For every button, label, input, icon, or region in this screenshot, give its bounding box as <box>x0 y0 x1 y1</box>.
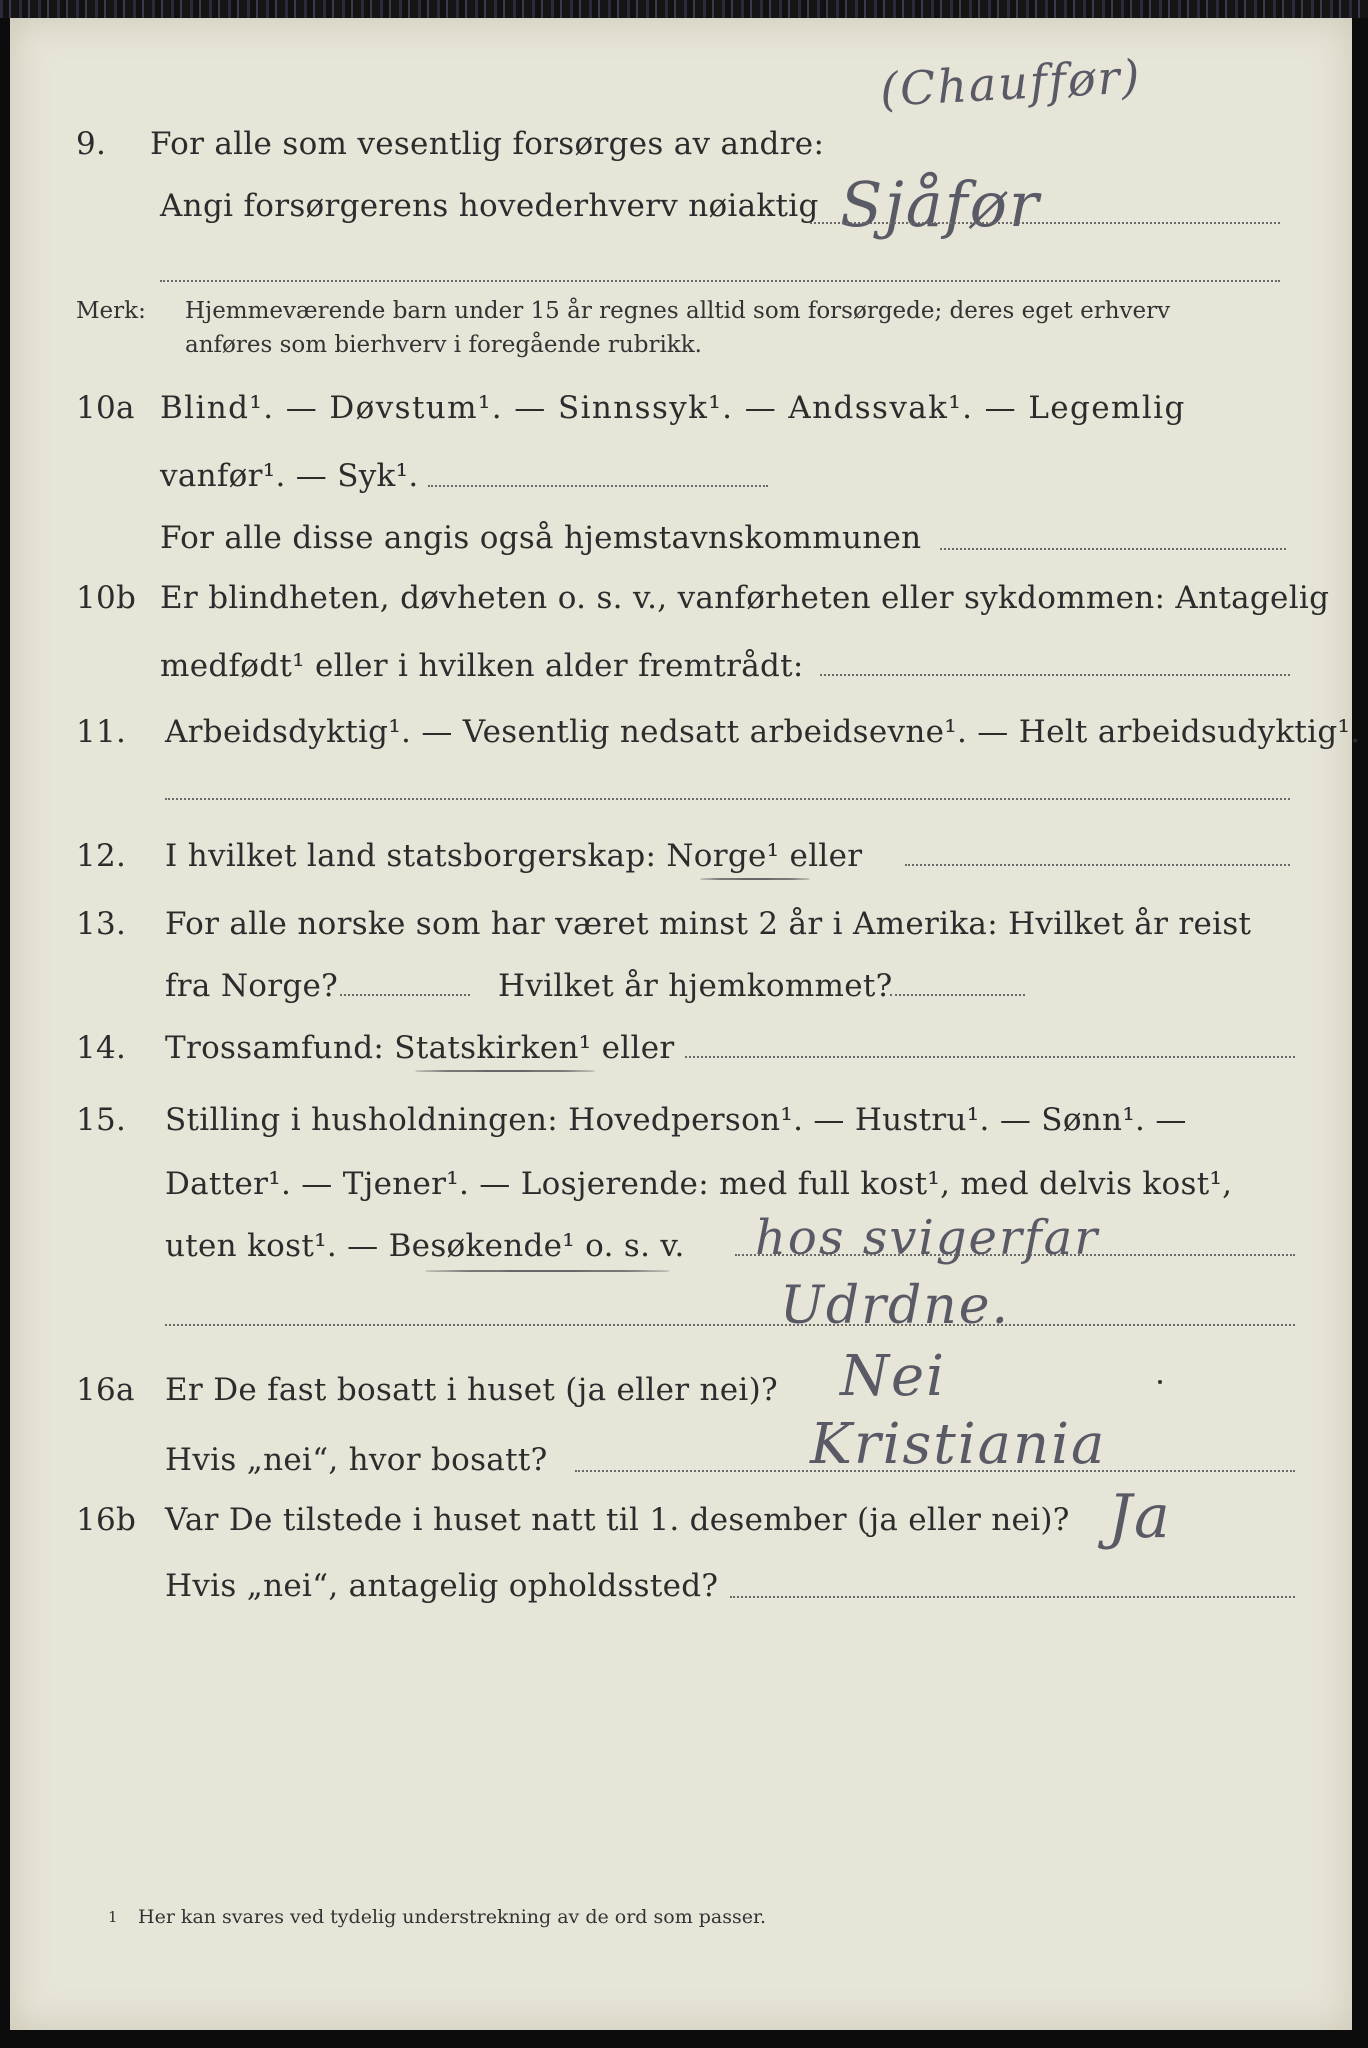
film-edge-strip <box>0 0 1368 18</box>
merk-label: Merk: <box>76 298 146 324</box>
q15-text-line3: uten kost¹. — Besøkende¹ o. s. v. <box>165 1228 685 1264</box>
q13-text-reist: fra Norge? <box>165 968 339 1004</box>
q11-answer-line[interactable] <box>165 798 1290 800</box>
q10a-hjemstavn-line[interactable] <box>940 548 1286 550</box>
footnote-mark: 1 <box>108 1908 118 1926</box>
q10a-syk-line[interactable] <box>428 485 768 487</box>
q10b-text: Er blindheten, døvheten o. s. v., vanførheten eller sykdommen: Antagelig <box>160 580 1330 616</box>
q12-number: 12. <box>76 838 127 874</box>
q9-number: 9. <box>76 126 107 162</box>
q14-statskirken-underline <box>415 1070 595 1072</box>
q10b-text-line2: medfødt¹ eller i hvilken alder fremtrådt: <box>160 648 804 684</box>
q10a-row <box>10 390 1352 438</box>
q14-answer-line[interactable] <box>685 1056 1295 1058</box>
q10a-line2-row <box>10 458 1352 506</box>
q10b-answer-line[interactable] <box>820 674 1290 676</box>
q15-answer-line[interactable] <box>735 1254 1295 1256</box>
q16a-handwritten-answer: Nei <box>840 1344 947 1409</box>
merk-text-line2: anføres som bierhverv i foregående rubrikk. <box>185 332 702 358</box>
q9-handwritten-answer: Sjåfør <box>840 168 1041 241</box>
q10b-number: 10b <box>76 580 137 616</box>
q13-reist-line[interactable] <box>340 994 470 996</box>
q16a-bosatt-line[interactable] <box>575 1470 1295 1472</box>
q13-text: For alle norske som har været minst 2 år i Amerika: Hvilket år reist <box>165 906 1252 942</box>
ink-speck <box>1158 1380 1162 1384</box>
q9-text-line2: Angi forsørgerens hovederhverv nøiaktig <box>160 188 819 224</box>
q12-answer-line[interactable] <box>905 864 1290 866</box>
q11-number: 11. <box>76 714 127 750</box>
q15-line3-row <box>10 1228 1352 1276</box>
q10a-number: 10a <box>76 390 135 426</box>
q15-number: 15. <box>76 1102 127 1138</box>
q10a-text: Blind¹. — Døvstum¹. — Sinnssyk¹. — Andssvak¹. — Legemlig <box>160 390 1186 426</box>
q9-line2-row <box>10 188 1352 236</box>
q15-handwritten-answer-line1: hos svigerfar <box>755 1210 1100 1266</box>
q13-hjemkommet-line[interactable] <box>890 994 1025 996</box>
q10b-row <box>10 580 1352 628</box>
q9-row <box>10 126 1352 174</box>
q16a-number: 16a <box>76 1372 135 1408</box>
q15-extra-line[interactable] <box>165 1324 1295 1326</box>
q16a-text-line2: Hvis „nei“, hvor bosatt? <box>165 1442 548 1478</box>
q10b-line2-row <box>10 648 1352 696</box>
q16b-text-line2: Hvis „nei“, antagelig opholdssted? <box>165 1568 719 1604</box>
q13-number: 13. <box>76 906 127 942</box>
footnote-text: Her kan svares ved tydelig understrekning av de ord som passer. <box>138 1906 767 1928</box>
q16b-opholdssted-line[interactable] <box>730 1596 1295 1598</box>
q11-row <box>10 714 1361 762</box>
handwritten-note-chauffor: (Chauffør) <box>878 49 1143 117</box>
q10a-text-line2: vanfør¹. — Syk¹. <box>160 458 419 494</box>
q16b-number: 16b <box>76 1502 137 1538</box>
q12-norge-underline <box>700 878 810 880</box>
q14-text: Trossamfund: Statskirken¹ eller <box>165 1030 675 1066</box>
q10a-text-line3: For alle disse angis også hjemstavnskommunen <box>160 520 922 556</box>
q15-row <box>10 1102 1352 1150</box>
q9-text: For alle som vesentlig forsørges av andre: <box>150 126 825 162</box>
q16a-handwritten-bosatt: Kristiania <box>810 1412 1107 1477</box>
q13-line2-row <box>10 968 1352 1016</box>
q13-row <box>10 906 1352 954</box>
q16a-text: Er De fast bosatt i huset (ja eller nei)? <box>165 1372 778 1408</box>
q16a-row <box>10 1372 1352 1420</box>
merk-text-line1: Hjemmeværende barn under 15 år regnes alltid som forsørgede; deres eget erhverv <box>185 298 1171 324</box>
q12-text: I hvilket land statsborgerskap: Norge¹ eller <box>165 838 863 874</box>
q13-text-hjemkommet: Hvilket år hjemkommet? <box>498 968 893 1004</box>
q15-line2-row <box>10 1166 1352 1214</box>
q9-answer-line[interactable] <box>810 222 1280 224</box>
census-form-page <box>10 18 1361 2030</box>
q15-handwritten-answer-line2: Udrdne. <box>780 1276 1011 1336</box>
q15-text: Stilling i husholdningen: Hovedperson¹. — Hustru¹. — Sønn¹. — <box>165 1102 1187 1138</box>
q11-text: Arbeidsdyktig¹. — Vesentlig nedsatt arbeidsevne¹. — Helt arbeidsudyktig¹. <box>165 714 1361 750</box>
q12-row <box>10 838 1352 886</box>
footnote <box>108 1906 767 1928</box>
q16b-line2-row <box>10 1568 1352 1616</box>
q9-extra-line[interactable] <box>160 280 1280 282</box>
q16b-text: Var De tilstede i huset natt til 1. desember (ja eller nei)? <box>165 1502 1070 1538</box>
q14-number: 14. <box>76 1030 127 1066</box>
q14-row <box>10 1030 1352 1078</box>
q16b-handwritten-answer: Ja <box>1108 1482 1172 1552</box>
q15-text-line2: Datter¹. — Tjener¹. — Losjerende: med full kost¹, med delvis kost¹, <box>165 1166 1233 1202</box>
q10a-line3-row <box>10 520 1352 568</box>
q15-besokende-underline <box>425 1270 670 1272</box>
